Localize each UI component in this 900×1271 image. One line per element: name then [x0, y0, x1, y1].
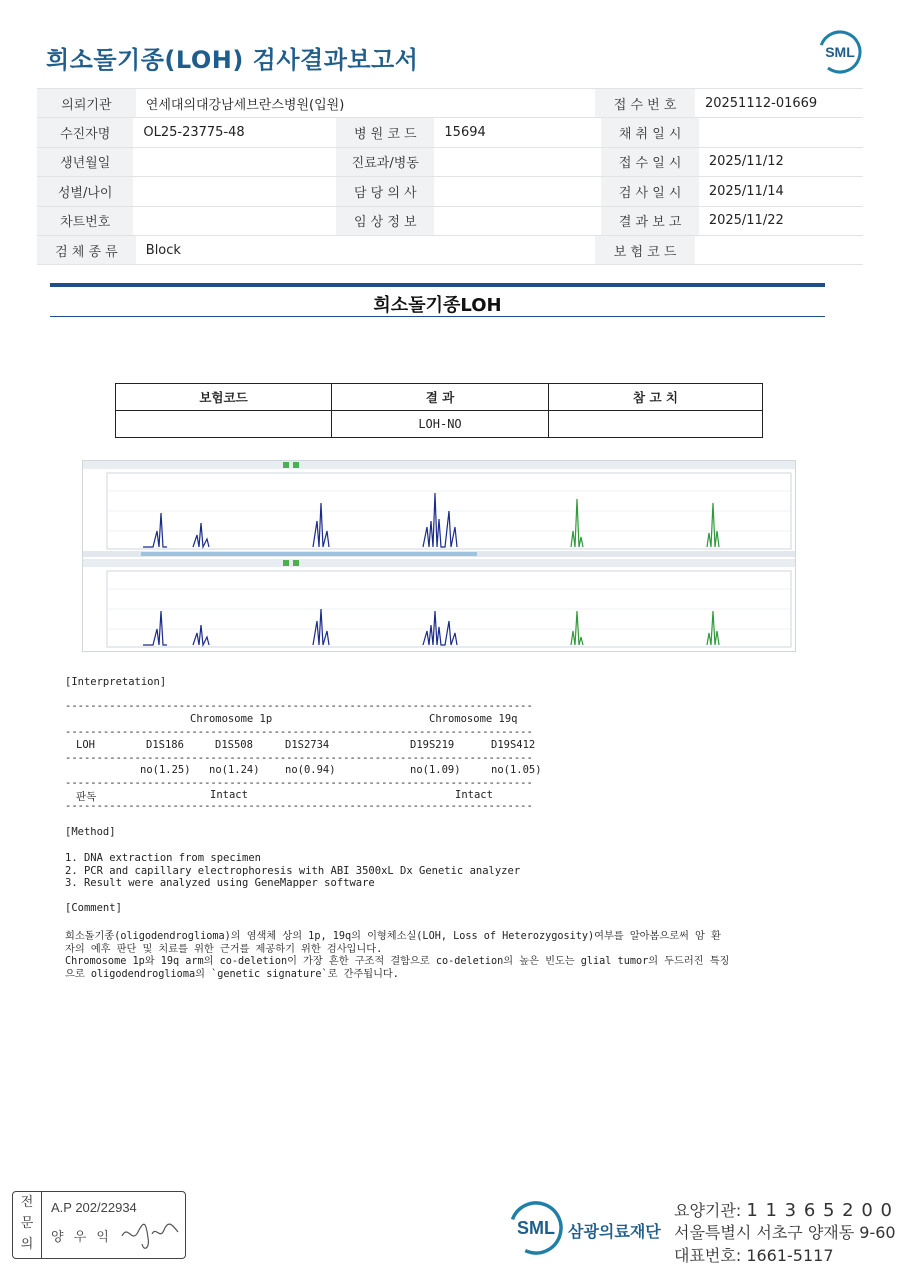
label-department: 진료과/병동: [336, 148, 434, 176]
value-collection-date: [699, 118, 863, 146]
ratio-d19s219: no(1.09): [410, 764, 461, 776]
result-table: [115, 383, 763, 438]
institution-code: 1 1 3 6 5 2 0 0: [746, 1200, 893, 1221]
value-chart-number: [133, 207, 336, 235]
address: 서울특별시 서초구 양재동 9-60: [674, 1223, 896, 1242]
verdict-1p: Intact: [210, 789, 248, 801]
marker-d19s219: D19S219: [410, 739, 455, 751]
phone-label: 대표번호:: [674, 1246, 742, 1265]
marker-d1s186: D1S186: [146, 739, 184, 751]
marker-d1s2734: D1S2734: [285, 739, 330, 751]
divider: --------------------------------------------------------------------------: [65, 726, 533, 738]
label-receipt-date: 접 수 일 시: [601, 148, 698, 176]
institution-code-label: 요양기관:: [674, 1201, 742, 1220]
divider: --------------------------------------------------------------------------: [65, 800, 533, 812]
marker-d19s412: D19S412: [491, 739, 536, 751]
info-row: [37, 118, 863, 147]
phone-number: 1661-5117: [746, 1246, 834, 1265]
result-header-row: [116, 384, 763, 411]
stamp-char: 전: [20, 1195, 34, 1210]
pathologist-stamp: [12, 1191, 186, 1259]
value-requester: 연세대의대강남세브란스병원(입원): [145, 97, 345, 113]
ratio-d1s508: no(1.24): [209, 764, 260, 776]
label-hospital-code: 병 원 코 드: [336, 118, 434, 146]
info-row: [37, 89, 863, 118]
info-row: [37, 177, 863, 206]
header-insurance-code: 보험코드: [116, 384, 332, 411]
label-receipt-number: 접 수 번 호: [595, 89, 695, 117]
divider: --------------------------------------------------------------------------: [65, 752, 533, 764]
verdict-label: 판독: [76, 791, 97, 803]
method-heading: [Method]: [65, 826, 116, 838]
label-clinical-info: 임 상 정 보: [336, 207, 434, 235]
patient-info-grid: [37, 88, 863, 265]
info-row: [37, 207, 863, 236]
label-requester: 의뢰기관: [37, 89, 136, 117]
label-test-date: 검 사 일 시: [601, 177, 698, 205]
handwritten-signature: [118, 1214, 182, 1254]
footer-logo: [508, 1200, 564, 1256]
value-report-date: 2025/11/22: [708, 213, 784, 229]
comment-line: 희소돌기종(oligodendroglioma)의 염색체 상의 1p, 19q의 이형체소실(LOH, Loss of Heterozygosity)여부를 알아봄으로써 암 환: [65, 931, 721, 942]
label-insurance-code: 보 험 코 드: [595, 236, 695, 264]
stamp-char: 의: [20, 1237, 34, 1252]
info-row: [37, 236, 863, 265]
interpretation-heading: [Interpretation]: [65, 676, 167, 688]
label-physician: 담 당 의 사: [336, 177, 434, 205]
header-result: 결 과: [332, 384, 549, 411]
ratio-d1s2734: no(0.94): [285, 764, 336, 776]
method-line: 1. DNA extraction from specimen: [65, 852, 261, 864]
value-physician: [434, 177, 601, 205]
comment-line: Chromosome 1p와 19q arm의 co-deletion이 가장 흔한 구조적 결함으로 co-deletion의 높은 빈도는 glial tumor의 두드러진 특징: [65, 956, 730, 967]
comment-line: 자의 예후 판단 및 치료를 위한 근거를 제공하기 위한 검사입니다.: [65, 944, 383, 955]
section-title: 희소돌기종LOH: [373, 295, 502, 316]
method-line: 3. Result were analyzed using GeneMapper software: [65, 877, 375, 889]
report-title: 희소돌기종(LOH) 검사결과보고서: [46, 46, 419, 74]
loh-label: LOH: [76, 739, 95, 751]
value-patient-name: OL25-23775-48: [143, 125, 245, 141]
label-sex-age: 성별/나이: [37, 177, 133, 205]
chromosome-1p-label: Chromosome 1p: [190, 713, 273, 725]
stamp-side-label: [13, 1192, 42, 1258]
footer-logo-text: SML: [517, 1218, 555, 1238]
value-test-date: 2025/11/14: [708, 183, 784, 199]
value-receipt-date: 2025/11/12: [708, 154, 784, 170]
label-report-date: 결 과 보 고: [601, 207, 698, 235]
header-reference: 참 고 치: [549, 384, 763, 411]
cell-insurance-code: [116, 411, 332, 438]
comment-heading: [Comment]: [65, 902, 122, 914]
pathologist-name: 양 우 익: [51, 1230, 112, 1245]
label-specimen-type: 검 체 종 류: [37, 236, 136, 264]
value-birth-date: [133, 148, 336, 176]
value-insurance-code: [695, 236, 863, 264]
value-sex-age: [133, 177, 336, 205]
label-chart-number: 차트번호: [37, 207, 133, 235]
electropherogram-image: [82, 460, 796, 652]
phone-line: [674, 1243, 834, 1266]
value-department: [434, 148, 601, 176]
marker-d1s508: D1S508: [215, 739, 253, 751]
value-clinical-info: [434, 207, 601, 235]
chromosome-19q-label: Chromosome 19q: [429, 713, 518, 725]
comment-line: 으로 oligodendroglioma의 `genetic signature`로 간주됩니다.: [65, 969, 399, 980]
method-line: 2. PCR and capillary electrophoresis with ABI 3500xL Dx Genetic analyzer: [65, 865, 521, 877]
label-patient-name: 수진자명: [37, 118, 133, 146]
stamp-char: 문: [20, 1216, 34, 1231]
section-rule-bottom: [50, 316, 825, 317]
value-specimen-type: Block: [145, 242, 181, 258]
label-birth-date: 생년월일: [37, 148, 133, 176]
license-number: A.P 202/22934: [51, 1200, 137, 1215]
result-row: [116, 411, 763, 438]
cell-reference: [549, 411, 763, 438]
divider: --------------------------------------------------------------------------: [65, 700, 533, 712]
institution-code-line: [674, 1198, 893, 1221]
section-rule-top: [50, 283, 825, 287]
cell-result: LOH-NO: [332, 411, 549, 438]
ratio-d19s412: no(1.05): [491, 764, 542, 776]
label-collection-date: 채 취 일 시: [601, 118, 698, 146]
divider: --------------------------------------------------------------------------: [65, 777, 533, 789]
ratio-d1s186: no(1.25): [140, 764, 191, 776]
organization-name: 삼광의료재단: [568, 1222, 661, 1241]
sml-logo: [818, 30, 862, 74]
svg-text:SML: SML: [825, 44, 855, 60]
value-receipt-number: 20251112-01669: [704, 95, 818, 111]
info-row: [37, 148, 863, 177]
value-hospital-code: 15694: [444, 125, 486, 141]
verdict-19q: Intact: [455, 789, 493, 801]
